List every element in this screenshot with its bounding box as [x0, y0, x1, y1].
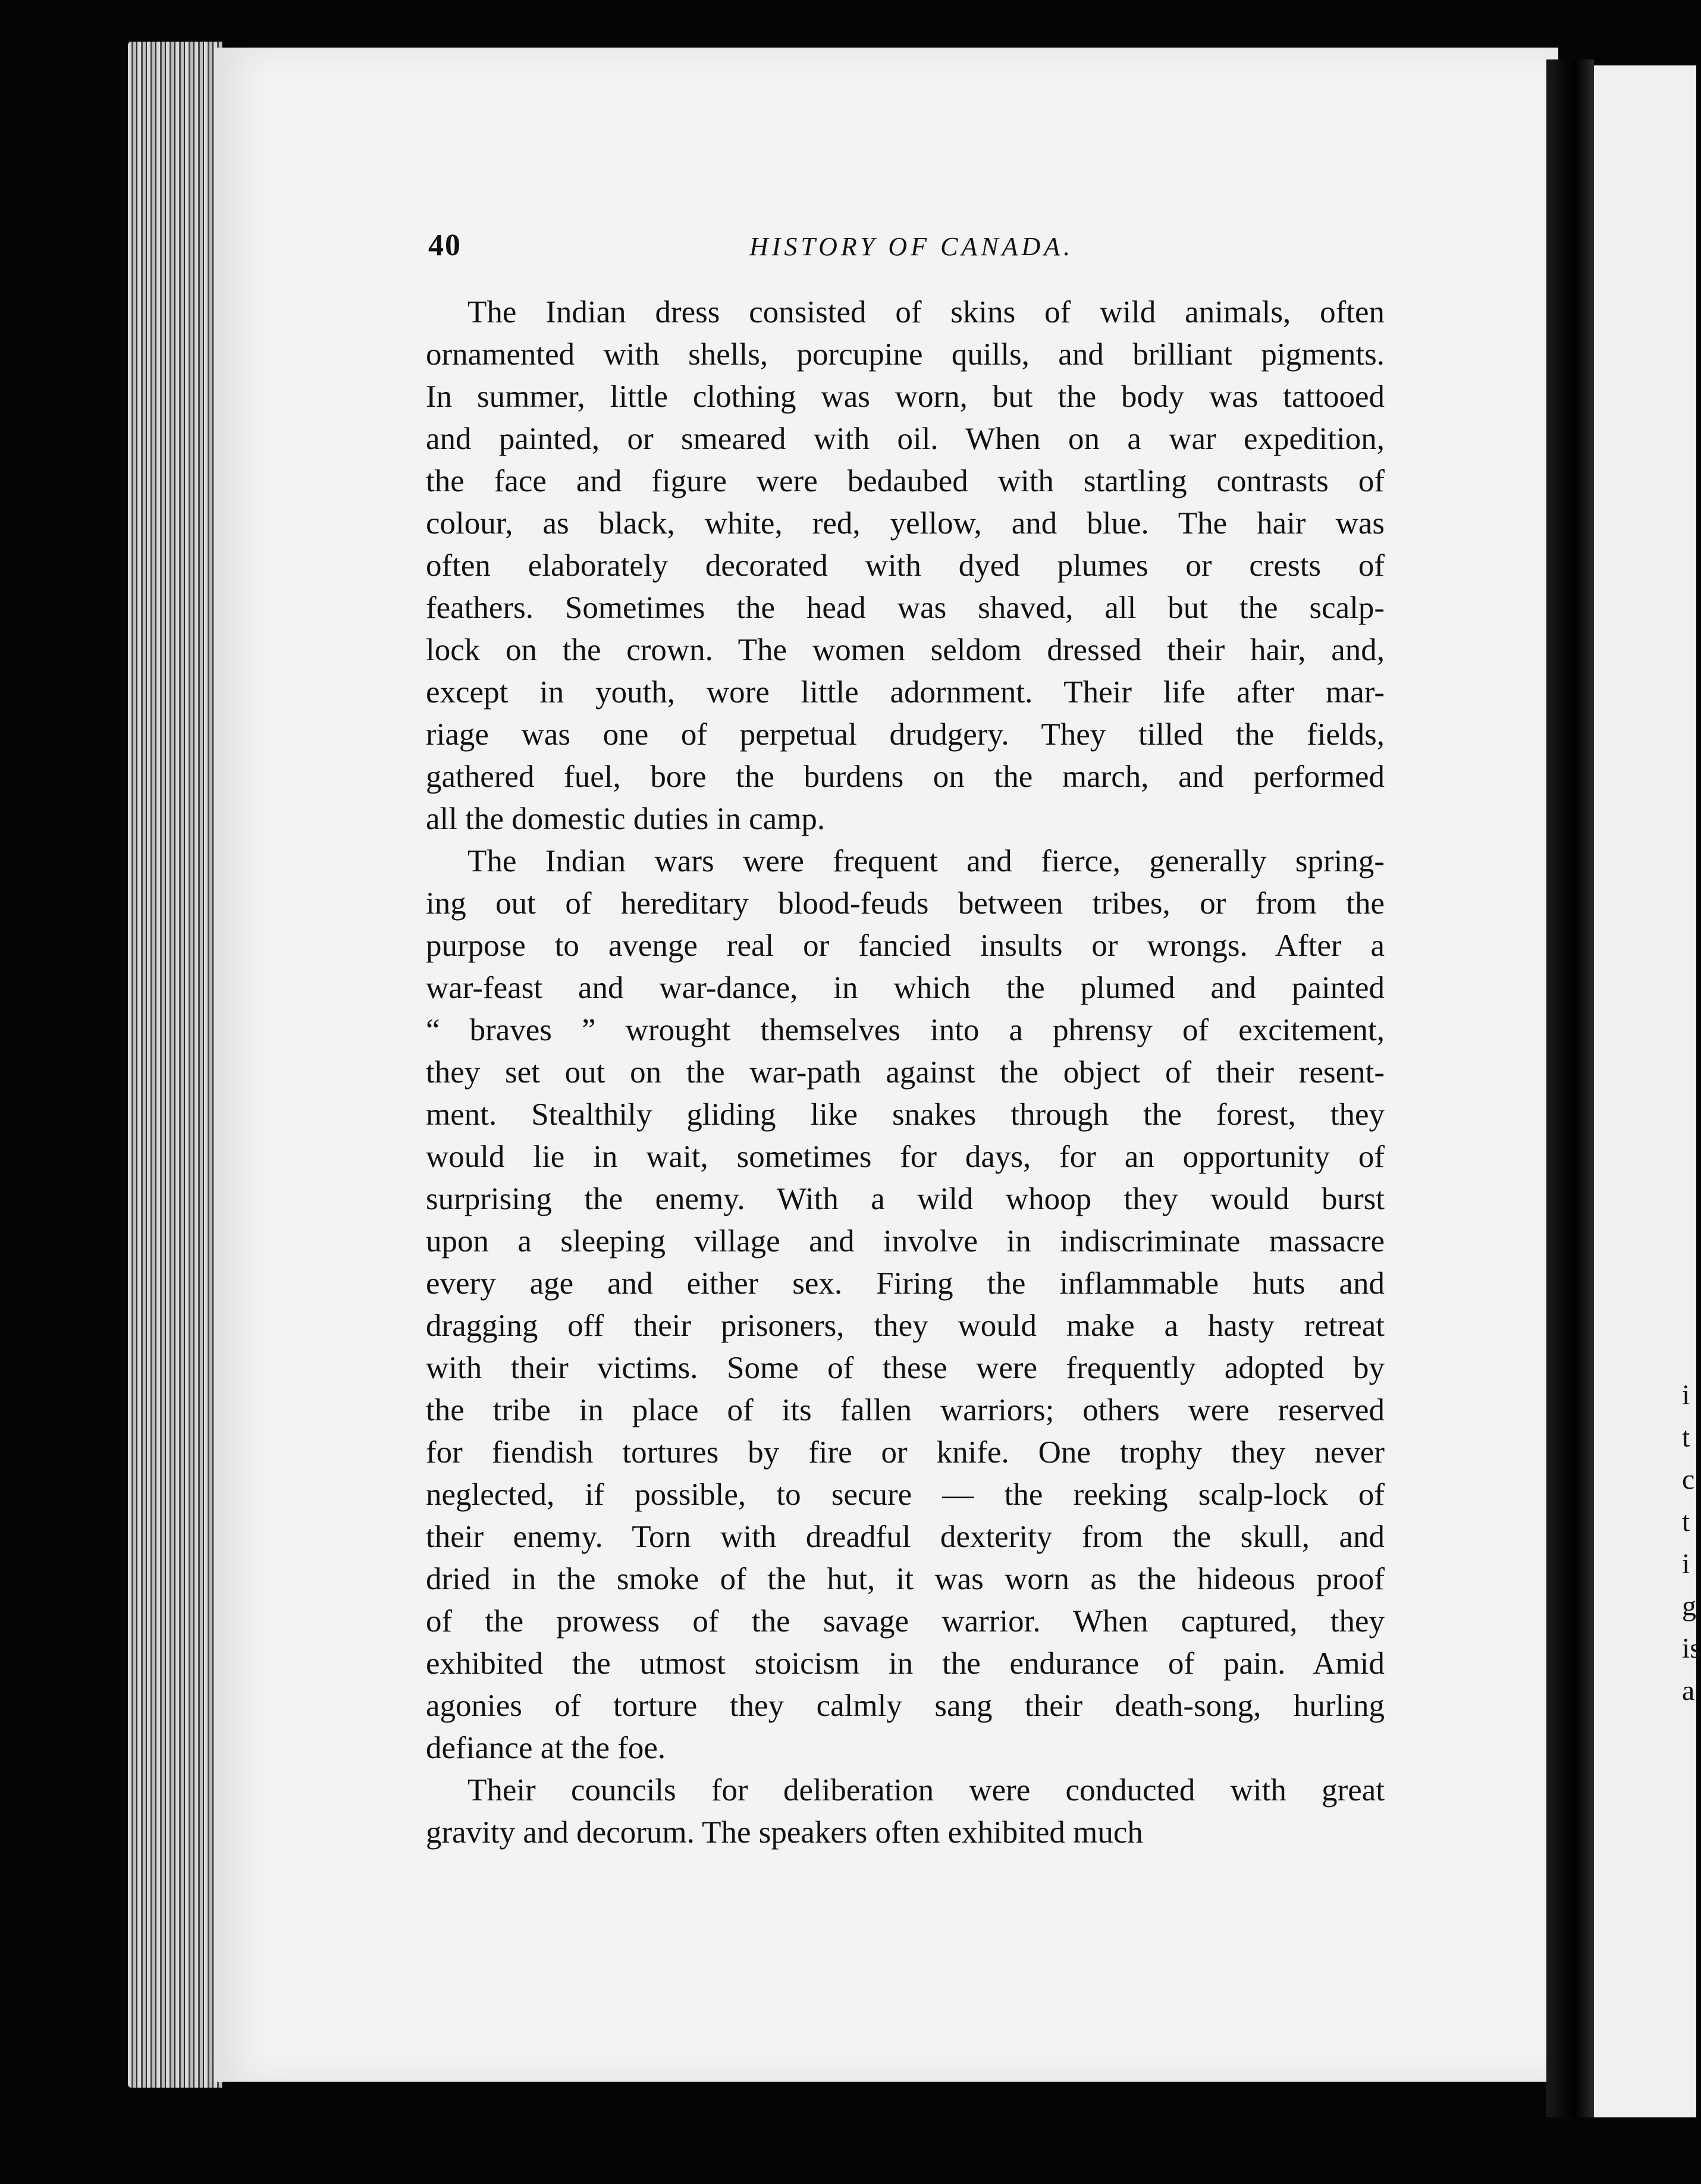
text-line: the tribe in place of its fallen warriors; others were reserved	[426, 1393, 1385, 1427]
text-line: often elaborately decorated with dyed plumes or crests of	[426, 548, 1385, 583]
facing-page-letter: i	[1682, 1379, 1690, 1411]
text-line: dragging off their prisoners, they would make a hasty retreat	[426, 1308, 1385, 1343]
text-line: the face and figure were bedaubed with startling contrasts of	[426, 464, 1385, 498]
text-line: for fiendish tortures by fire or knife. One trophy they never	[426, 1435, 1385, 1470]
facing-page-letter: t	[1682, 1422, 1690, 1453]
text-line: feathers. Sometimes the head was shaved, all but the scalp-	[426, 591, 1385, 625]
text-line: war-feast and war-dance, in which the plumed and painted	[426, 971, 1385, 1005]
text-line: Their councils for deliberation were conducted with great	[467, 1773, 1385, 1808]
facing-page-letter: i	[1682, 1548, 1690, 1580]
text-line: riage was one of perpetual drudgery. They tilled the fields,	[426, 717, 1385, 752]
text-line: every age and either sex. Firing the inflammable huts and	[426, 1266, 1385, 1301]
text-line: ing out of hereditary blood-feuds between tribes, or from the	[426, 886, 1385, 921]
text-line: purpose to avenge real or fancied insults or wrongs. After a	[426, 928, 1385, 963]
text-line: upon a sleeping village and involve in indiscriminate massacre	[426, 1224, 1385, 1259]
facing-page-letter: a	[1682, 1675, 1695, 1706]
text-line: defiance at the foe.	[426, 1731, 666, 1765]
text-line: The Indian dress consisted of skins of wild animals, often	[467, 295, 1385, 330]
text-line: neglected, if possible, to secure — the reeking scalp-lock of	[426, 1477, 1385, 1512]
text-line: would lie in wait, sometimes for days, for an opportunity of	[426, 1140, 1385, 1174]
text-line: ment. Stealthily gliding like snakes through the forest, they	[426, 1097, 1385, 1132]
facing-page-letter: c	[1682, 1464, 1695, 1495]
text-line: colour, as black, white, red, yellow, and blue. The hair was	[426, 506, 1385, 541]
book-gutter	[1546, 59, 1594, 2117]
text-line: of the prowess of the savage warrior. When captured, they	[426, 1604, 1385, 1639]
facing-page-edge	[1594, 65, 1701, 2117]
text-line: they set out on the war-path against the object of their resent-	[426, 1055, 1385, 1090]
text-line: In summer, little clothing was worn, but the body was tattooed	[426, 379, 1385, 414]
paragraph	[426, 840, 1385, 1769]
paragraph	[426, 1769, 1385, 1854]
book-page-edges	[128, 42, 223, 2088]
text-line: The Indian wars were frequent and fierce, generally spring-	[467, 844, 1385, 878]
text-line: ornamented with shells, porcupine quills, and brilliant pigments.	[426, 337, 1385, 372]
text-line: gravity and decorum. The speakers often exhibited much	[426, 1815, 1143, 1850]
facing-page-text-fragment	[1682, 1374, 1701, 1712]
text-line: and painted, or smeared with oil. When on a war expedition,	[426, 422, 1385, 456]
facing-page-letter: t	[1682, 1506, 1690, 1537]
page-header	[428, 228, 1386, 269]
text-line: their enemy. Torn with dreadful dexterity from the skull, and	[426, 1520, 1385, 1554]
text-line: except in youth, wore little adornment. Their life after mar-	[426, 675, 1385, 710]
facing-page-letter: is	[1682, 1633, 1701, 1664]
page-number: 40	[428, 228, 462, 262]
body-text	[426, 291, 1385, 1854]
text-line: exhibited the utmost stoicism in the endurance of pain. Amid	[426, 1646, 1385, 1681]
text-line: all the domestic duties in camp.	[426, 802, 826, 836]
text-line: surprising the enemy. With a wild whoop they would burst	[426, 1182, 1385, 1216]
running-head: HISTORY OF CANADA.	[749, 232, 1074, 261]
text-line: gathered fuel, bore the burdens on the march, and performed	[426, 760, 1385, 794]
text-line: with their victims. Some of these were frequently adopted by	[426, 1351, 1385, 1385]
text-line: dried in the smoke of the hut, it was worn as the hideous proof	[426, 1562, 1385, 1596]
text-line: agonies of torture they calmly sang their death-song, hurling	[426, 1689, 1385, 1723]
text-line: lock on the crown. The women seldom dressed their hair, and,	[426, 633, 1385, 667]
text-line: “ braves ” wrought themselves into a phrensy of excitement,	[426, 1013, 1385, 1047]
paragraph	[426, 291, 1385, 840]
facing-page-letter: g	[1682, 1590, 1696, 1622]
